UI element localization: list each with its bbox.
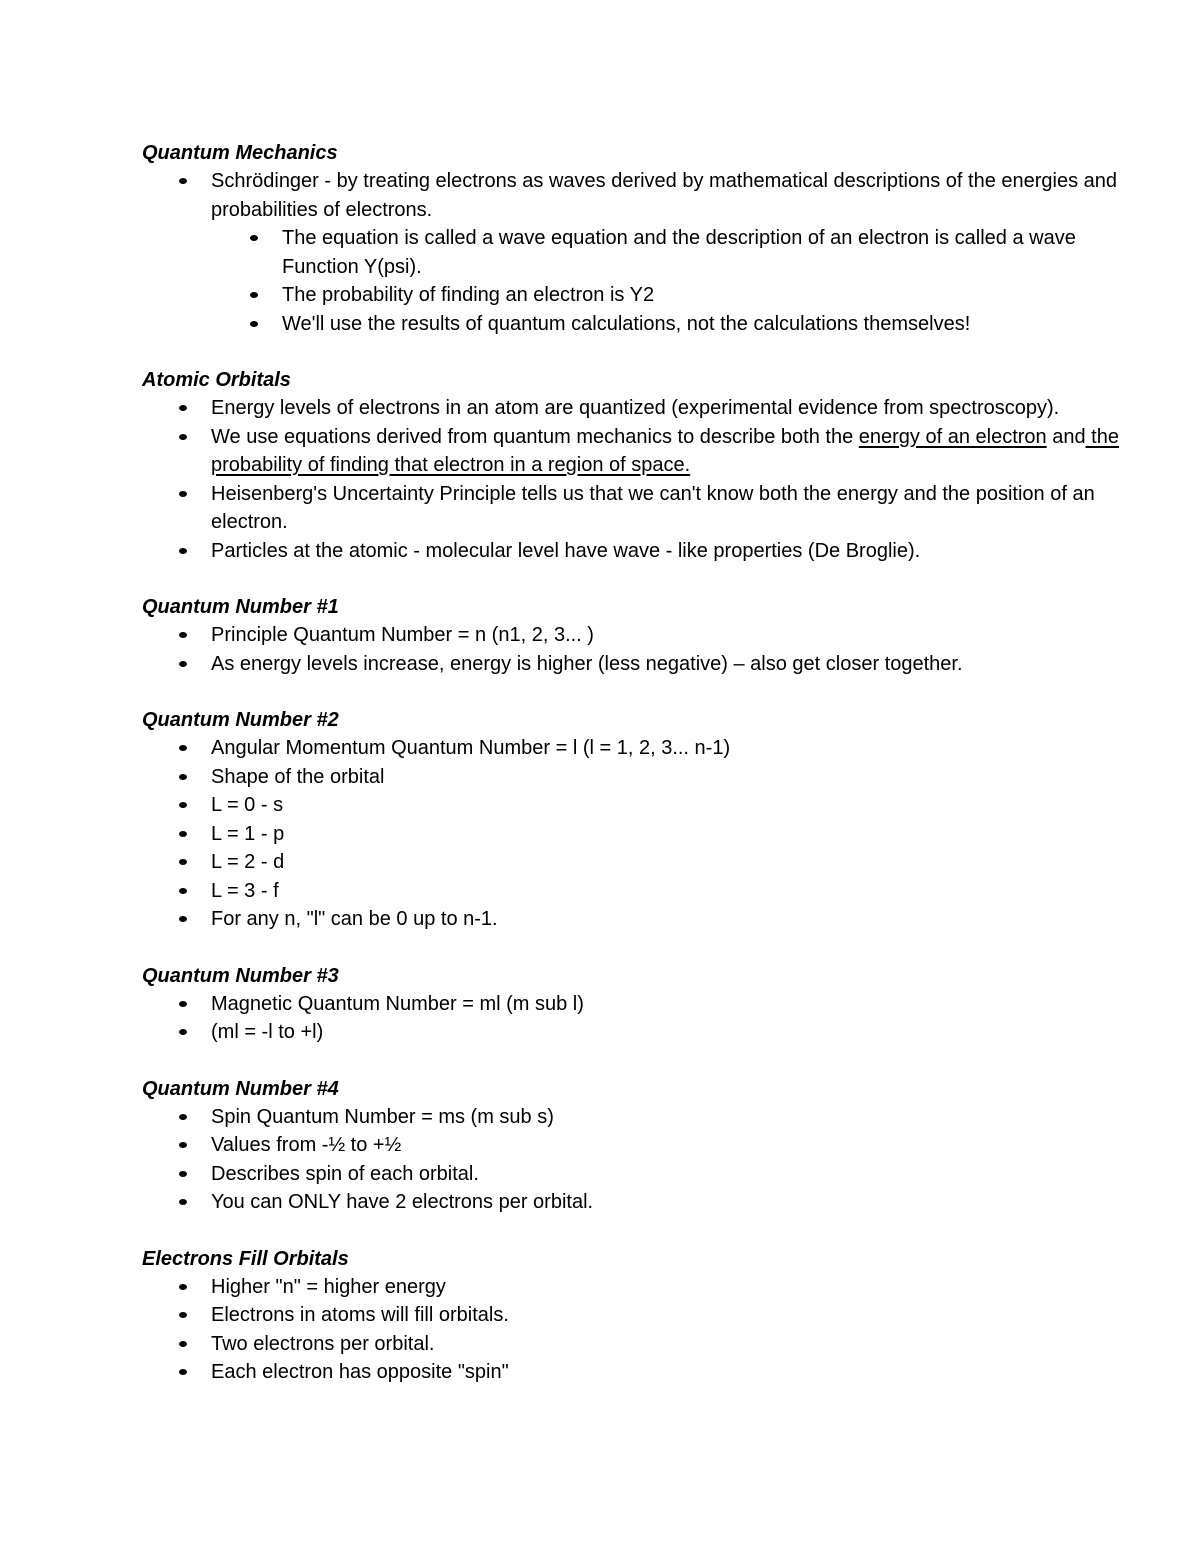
bullet-list: [142, 394, 1142, 565]
list-item: [142, 905, 1142, 934]
list-item-text: L = 2 - d: [211, 851, 285, 873]
list-item: [142, 734, 1142, 763]
section-heading: Atomic Orbitals: [142, 369, 291, 391]
list-item: [142, 791, 1142, 820]
bullet-icon: [179, 1029, 187, 1035]
bullet-icon: [179, 859, 187, 865]
list-item: [142, 224, 1142, 281]
list-item-text: The equation is called a wave equation and the description of an electron is called a wave Function Y(psi).: [282, 227, 1076, 278]
list-item-text: and: [1046, 425, 1086, 448]
bullet-icon: [179, 745, 187, 751]
list-item: [142, 990, 1142, 1019]
list-item-text: You can ONLY have 2 electrons per orbital.: [211, 1191, 594, 1213]
list-item-text: Shape of the orbital: [211, 765, 385, 788]
section-quantum-mechanics: [142, 139, 1142, 338]
section-heading: Quantum Number #2: [142, 709, 339, 731]
list-item: [142, 1103, 1142, 1132]
list-item: [142, 1330, 1142, 1359]
section-heading: Electrons Fill Orbitals: [142, 1247, 349, 1270]
list-item-text: Angular Momentum Quantum Number = l (l = 1, 2, 3... n-1): [211, 737, 731, 759]
list-item: [142, 394, 1142, 423]
list-item: [142, 763, 1142, 792]
bullet-icon: [179, 774, 187, 780]
list-item: [142, 820, 1142, 849]
list-item-text: Energy levels of electrons in an atom are quantized (experimental evidence from spectroscopy).: [211, 397, 1060, 419]
bullet-icon: [179, 1312, 187, 1318]
list-item-text: The probability of finding an electron is Y2: [282, 284, 655, 306]
bullet-icon: [179, 1199, 187, 1205]
list-item-text: As energy levels increase, energy is higher (less negative) – also get closer together.: [211, 652, 963, 675]
list-item: [142, 877, 1142, 906]
bullet-icon: [179, 178, 187, 184]
bullet-icon: [250, 321, 258, 327]
bullet-icon: [179, 491, 187, 497]
section-quantum-number-1: [142, 593, 1142, 678]
section-heading: Quantum Mechanics: [142, 142, 338, 164]
bullet-icon: [179, 802, 187, 808]
list-item-text: We use equations derived from quantum mechanics to describe both the: [211, 425, 859, 448]
underlined-text: the probability of finding that electron in a region of space.: [211, 425, 1119, 476]
bullet-icon: [250, 292, 258, 298]
list-item: [142, 281, 1142, 310]
bullet-icon: [179, 1341, 187, 1347]
bullet-icon: [179, 1284, 187, 1290]
list-item: [142, 1131, 1142, 1160]
bullet-icon: [179, 632, 187, 638]
list-item-text: Heisenberg's Uncertainty Principle tells us that we can't know both the energy and the position of an electron.: [211, 482, 1095, 533]
bullet-icon: [179, 1171, 187, 1177]
list-item: [142, 1188, 1142, 1217]
section-heading: Quantum Number #1: [142, 596, 339, 618]
bullet-list: [142, 1273, 1142, 1387]
bullet-list: [142, 990, 1142, 1047]
list-item-text: Principle Quantum Number = n (n1, 2, 3... ): [211, 624, 594, 646]
list-item: [142, 537, 1142, 566]
list-item-text: For any n, "l" can be 0 up to n-1.: [211, 908, 498, 930]
list-item-text: Schrödinger - by treating electrons as waves derived by mathematical descriptions of the energies and probabilities of electrons.: [211, 170, 1118, 221]
list-item: [142, 480, 1142, 537]
list-item-text: Magnetic Quantum Number = ml (m sub l): [211, 992, 584, 1015]
bullet-list: [142, 167, 1142, 338]
bullet-list: [142, 621, 1142, 678]
section-atomic-orbitals: [142, 366, 1142, 565]
list-item-text: Electrons in atoms will fill orbitals.: [211, 1304, 509, 1326]
list-item-text: Particles at the atomic - molecular level have wave - like properties (De Broglie).: [211, 539, 921, 562]
bullet-list: [142, 1103, 1142, 1217]
list-item-text: (ml = -l to +l): [211, 1021, 324, 1043]
list-item: [142, 423, 1142, 480]
bullet-icon: [179, 434, 187, 440]
section-quantum-number-3: [142, 962, 1142, 1047]
bullet-icon: [179, 548, 187, 554]
bullet-icon: [179, 405, 187, 411]
bullet-icon: [250, 235, 258, 241]
list-item-text: Spin Quantum Number = ms (m sub s): [211, 1105, 554, 1128]
section-heading: Quantum Number #4: [142, 1077, 339, 1100]
bullet-icon: [179, 916, 187, 922]
list-item: [142, 167, 1142, 224]
list-item: [142, 310, 1142, 339]
list-item: [142, 1160, 1142, 1189]
underlined-text: energy of an electron: [858, 425, 1047, 448]
bullet-icon: [179, 1001, 187, 1007]
list-item: [142, 1358, 1142, 1387]
bullet-icon: [179, 1142, 187, 1148]
list-item-text: We'll use the results of quantum calculations, not the calculations themselves!: [282, 312, 971, 335]
list-item-text: Each electron has opposite "spin": [211, 1361, 509, 1383]
list-item-text: L = 1 - p: [211, 822, 285, 845]
document-page: [142, 139, 1142, 1415]
list-item: [142, 848, 1142, 877]
list-item-text: L = 0 - s: [211, 794, 284, 816]
list-item-text: Two electrons per orbital.: [211, 1332, 435, 1355]
bullet-icon: [179, 888, 187, 894]
bullet-icon: [179, 831, 187, 837]
section-quantum-number-4: [142, 1075, 1142, 1217]
list-item-text: L = 3 - f: [211, 879, 279, 902]
bullet-list: [142, 734, 1142, 934]
bullet-icon: [179, 661, 187, 667]
section-electrons-fill-orbitals: [142, 1245, 1142, 1387]
list-item: [142, 650, 1142, 679]
list-item-text: Values from -½ to +½: [211, 1134, 402, 1156]
list-item: [142, 1018, 1142, 1047]
section-quantum-number-2: [142, 706, 1142, 934]
section-heading: Quantum Number #3: [142, 964, 339, 987]
list-item: [142, 621, 1142, 650]
bullet-icon: [179, 1369, 187, 1375]
list-item-text: Describes spin of each orbital.: [211, 1162, 479, 1185]
list-item: [142, 1301, 1142, 1330]
bullet-icon: [179, 1114, 187, 1120]
list-item: [142, 1273, 1142, 1302]
list-item-text: Higher "n" = higher energy: [211, 1275, 446, 1298]
